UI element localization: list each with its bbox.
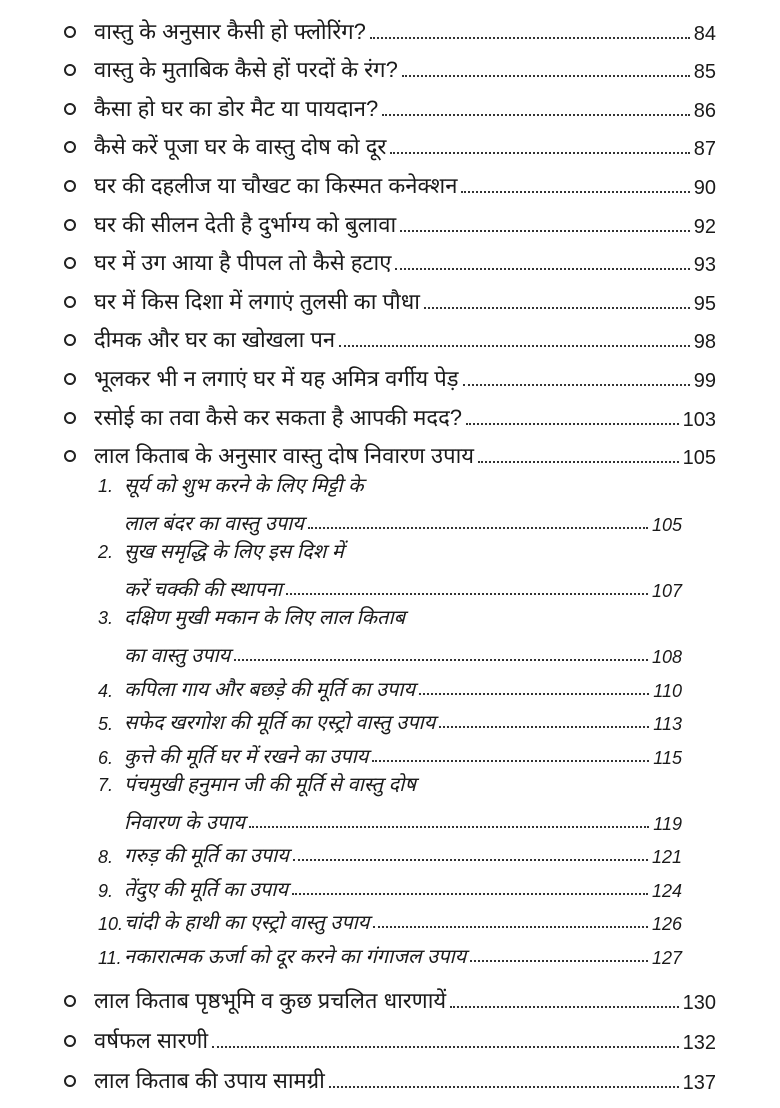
toc-subentry[interactable] bbox=[0, 769, 780, 835]
toc-entry[interactable] bbox=[0, 7, 780, 46]
subentry-page: 110 bbox=[653, 680, 682, 701]
dot-leader bbox=[463, 384, 690, 386]
toc-entry-page: 86 bbox=[693, 99, 716, 122]
toc-entry[interactable] bbox=[0, 200, 780, 239]
dot-leader bbox=[292, 893, 648, 895]
bullet-circle-icon bbox=[64, 257, 76, 269]
dot-leader bbox=[373, 926, 648, 928]
dot-leader bbox=[308, 527, 648, 529]
toc-entry[interactable] bbox=[0, 161, 780, 200]
toc-entry-title: कैसे करें पूजा घर के वास्तु दोष को दूर bbox=[94, 134, 387, 160]
bullet-circle-icon bbox=[64, 141, 76, 153]
subentry-title: सफेद खरगोश की मूर्ति का एस्ट्रो वास्तु उपाय bbox=[124, 712, 436, 735]
subentry-title-row bbox=[124, 569, 682, 602]
toc-entry-title: घर में उग आया है पीपल तो कैसे हटाए bbox=[94, 250, 392, 276]
subentry-text bbox=[124, 835, 682, 868]
subentry-title: चांदी के हाथी का एस्ट्रो वास्तु उपाय bbox=[124, 912, 370, 935]
bullet-circle-icon bbox=[64, 450, 76, 462]
dot-leader bbox=[372, 760, 649, 762]
toc-entry-page: 98 bbox=[693, 331, 716, 354]
bullet-circle-icon bbox=[64, 180, 76, 192]
dot-leader bbox=[461, 191, 689, 193]
toc-entry-title: लाल किताब पृष्ठभूमि व कुछ प्रचलित धारणायें bbox=[94, 987, 447, 1013]
subentry-title-row bbox=[124, 802, 682, 835]
dot-leader bbox=[370, 37, 690, 39]
bullet-circle-icon bbox=[64, 412, 76, 424]
bullet-circle-icon bbox=[64, 103, 76, 115]
subentry-title: नकारात्मक ऊर्जा को दूर करने का गंगाजल उपाय bbox=[124, 945, 467, 968]
toc-entry-title: घर में किस दिशा में लगाएं तुलसी का पौधा bbox=[94, 288, 420, 314]
toc-entry-title: लाल किताब की उपाय सामग्री bbox=[94, 1067, 325, 1093]
subentry-title: तेंदुए की मूर्ति का उपाय bbox=[124, 878, 289, 901]
dot-leader bbox=[382, 114, 690, 116]
toc-subentry[interactable] bbox=[0, 935, 780, 969]
dot-leader bbox=[212, 1046, 679, 1048]
toc-entry-page: 95 bbox=[693, 292, 716, 315]
subentry-number: 1. bbox=[98, 476, 114, 497]
dot-leader bbox=[234, 659, 648, 661]
subentry-number: 2. bbox=[98, 542, 114, 563]
dot-leader bbox=[329, 1086, 679, 1088]
subentry-title-row bbox=[124, 869, 682, 902]
toc-entry-page: 85 bbox=[693, 61, 716, 84]
toc-entry-page: 103 bbox=[682, 408, 716, 431]
subentry-number: 10. bbox=[98, 914, 124, 935]
subentry-title-row bbox=[124, 936, 682, 969]
subentry-number: 5. bbox=[98, 714, 114, 735]
toc-subentry[interactable] bbox=[0, 702, 780, 736]
subentry-page: 121 bbox=[651, 847, 682, 868]
toc-entry[interactable] bbox=[0, 432, 780, 471]
bullet-circle-icon bbox=[64, 1035, 76, 1047]
subentry-page: 108 bbox=[651, 647, 682, 668]
dot-leader bbox=[470, 960, 648, 962]
bullet-circle-icon bbox=[64, 296, 76, 308]
subentry-number: 4. bbox=[98, 680, 114, 701]
dot-leader bbox=[419, 693, 649, 695]
toc-entry[interactable] bbox=[0, 84, 780, 123]
subentry-number: 9. bbox=[98, 880, 114, 901]
toc-entry[interactable] bbox=[0, 354, 780, 393]
subentry-page: 119 bbox=[653, 813, 682, 834]
toc-subentry[interactable] bbox=[0, 536, 780, 602]
toc-subentry[interactable] bbox=[0, 902, 780, 936]
bullet-circle-icon bbox=[64, 219, 76, 231]
subentry-page: 126 bbox=[651, 914, 682, 935]
dot-leader bbox=[478, 461, 679, 463]
toc-subentry[interactable] bbox=[0, 835, 780, 869]
toc-entry[interactable] bbox=[0, 393, 780, 432]
dot-leader bbox=[293, 859, 648, 861]
toc-subentry[interactable] bbox=[0, 668, 780, 702]
subentry-title: का वास्तु उपाय bbox=[124, 645, 231, 668]
subentry-text bbox=[124, 669, 682, 702]
subentry-page: 107 bbox=[651, 581, 682, 602]
toc-entry-title: घर की दहलीज या चौखट का किस्मत कनेक्शन bbox=[94, 172, 458, 198]
dot-leader bbox=[286, 593, 648, 595]
subentry-text bbox=[124, 936, 682, 969]
subentry-title-line1: सुख समृद्धि के लिए इस दिश में bbox=[124, 541, 344, 564]
subentry-title-line1: पंचमुखी हनुमान जी की मूर्ति से वास्तु दोष bbox=[124, 773, 416, 796]
subentry-title-row bbox=[124, 635, 682, 668]
subentry-title-row bbox=[124, 503, 682, 536]
subentry-title: कुत्ते की मूर्ति घर में रखने का उपाय bbox=[124, 745, 369, 768]
toc-entry-page: 90 bbox=[693, 176, 716, 199]
subentry-text bbox=[124, 470, 682, 536]
subentry-page: 115 bbox=[653, 747, 682, 768]
subentry-text bbox=[124, 702, 682, 735]
subentry-title-line1: दक्षिण मुखी मकान के लिए लाल किताब bbox=[124, 607, 406, 630]
bullet-circle-icon bbox=[64, 334, 76, 346]
dot-leader bbox=[390, 152, 689, 154]
dot-leader bbox=[439, 726, 649, 728]
bullet-circle-icon bbox=[64, 373, 76, 385]
toc-entry-title: घर की सीलन देती है दुर्भाग्य को बुलावा bbox=[94, 211, 397, 237]
toc-entry-title: भूलकर भी न लगाएं घर में यह अमित्र वर्गीय पेड़ bbox=[94, 365, 459, 391]
bullet-circle-icon bbox=[64, 26, 76, 38]
bullet-circle-icon bbox=[64, 64, 76, 76]
toc-entry[interactable] bbox=[0, 239, 780, 278]
subentry-title-row bbox=[124, 702, 682, 735]
toc-entry-page: 105 bbox=[682, 447, 716, 470]
toc-entry[interactable] bbox=[0, 1015, 780, 1055]
subentry-number: 7. bbox=[98, 774, 114, 795]
toc-entry[interactable] bbox=[0, 316, 780, 355]
dot-leader bbox=[402, 75, 690, 77]
dot-leader bbox=[249, 826, 650, 828]
subentry-title: लाल बंदर का वास्तु उपाय bbox=[124, 513, 304, 536]
dot-leader bbox=[466, 423, 679, 425]
dot-leader bbox=[400, 230, 690, 232]
bullet-circle-icon bbox=[64, 995, 76, 1007]
dot-leader bbox=[424, 307, 690, 309]
subentry-page: 127 bbox=[651, 947, 682, 968]
subentry-page: 124 bbox=[651, 880, 682, 901]
subentry-title: गरुड़ की मूर्ति का उपाय bbox=[124, 845, 289, 868]
subentry-number: 6. bbox=[98, 747, 114, 768]
toc-entry[interactable] bbox=[0, 975, 780, 1015]
toc-entry[interactable] bbox=[0, 123, 780, 162]
toc-entry-page: 87 bbox=[693, 138, 716, 161]
toc-subentry[interactable] bbox=[0, 735, 780, 769]
toc-subentry[interactable] bbox=[0, 868, 780, 902]
toc-entry-title: वास्तु के अनुसार कैसी हो फ्लोरिंग? bbox=[94, 18, 366, 44]
subentry-page: 113 bbox=[653, 714, 682, 735]
subentry-text bbox=[124, 536, 682, 602]
toc-entry-page: 99 bbox=[693, 369, 716, 392]
toc-entry[interactable] bbox=[0, 1055, 780, 1095]
subentry-title: करें चक्की की स्थापना bbox=[124, 579, 282, 602]
toc-entry-title: दीमक और घर का खोखला पन bbox=[94, 327, 336, 353]
subentry-text bbox=[124, 736, 682, 769]
dot-leader bbox=[339, 345, 690, 347]
subentry-title-row bbox=[124, 902, 682, 935]
toc-entry-title: लाल किताब के अनुसार वास्तु दोष निवारण उपाय bbox=[94, 443, 475, 469]
subentry-text bbox=[124, 902, 682, 935]
toc-entry-page: 92 bbox=[693, 215, 716, 238]
toc-entry-page: 132 bbox=[682, 1031, 716, 1054]
toc-entry-title: कैसा हो घर का डोर मैट या पायदान? bbox=[94, 95, 379, 121]
dot-leader bbox=[395, 268, 689, 270]
subentry-title: कपिला गाय और बछड़े की मूर्ति का उपाय bbox=[124, 678, 416, 701]
subentry-number: 3. bbox=[98, 608, 114, 629]
toc-entry-page: 137 bbox=[682, 1071, 716, 1094]
subentry-title-row bbox=[124, 736, 682, 769]
dot-leader bbox=[450, 1006, 678, 1008]
table-of-contents bbox=[0, 7, 780, 1095]
subentry-number: 8. bbox=[98, 847, 114, 868]
toc-entry[interactable] bbox=[0, 46, 780, 85]
toc-entry[interactable] bbox=[0, 277, 780, 316]
toc-subentry[interactable] bbox=[0, 470, 780, 536]
toc-entry-page: 130 bbox=[682, 991, 716, 1014]
toc-entry-title: रसोई का तवा कैसे कर सकता है आपकी मदद? bbox=[94, 404, 463, 430]
subentry-number: 11. bbox=[98, 947, 122, 968]
toc-entry-page: 93 bbox=[693, 254, 716, 277]
subentry-title-line1: सूर्य को शुभ करने के लिए मिट्टी के bbox=[124, 475, 364, 498]
toc-entry-title: वर्षफल सारणी bbox=[94, 1027, 209, 1053]
subentry-title: निवारण के उपाय bbox=[124, 811, 245, 834]
subentry-title-row bbox=[124, 835, 682, 868]
bullet-circle-icon bbox=[64, 1075, 76, 1087]
toc-entry-page: 84 bbox=[693, 22, 716, 45]
toc-subentry[interactable] bbox=[0, 602, 780, 668]
subentry-title-row bbox=[124, 669, 682, 702]
subentry-text bbox=[124, 769, 682, 835]
subentry-text bbox=[124, 602, 682, 668]
toc-entry-title: वास्तु के मुताबिक कैसे हों परदों के रंग? bbox=[94, 57, 398, 83]
subentry-text bbox=[124, 869, 682, 902]
subentry-page: 105 bbox=[651, 515, 682, 536]
